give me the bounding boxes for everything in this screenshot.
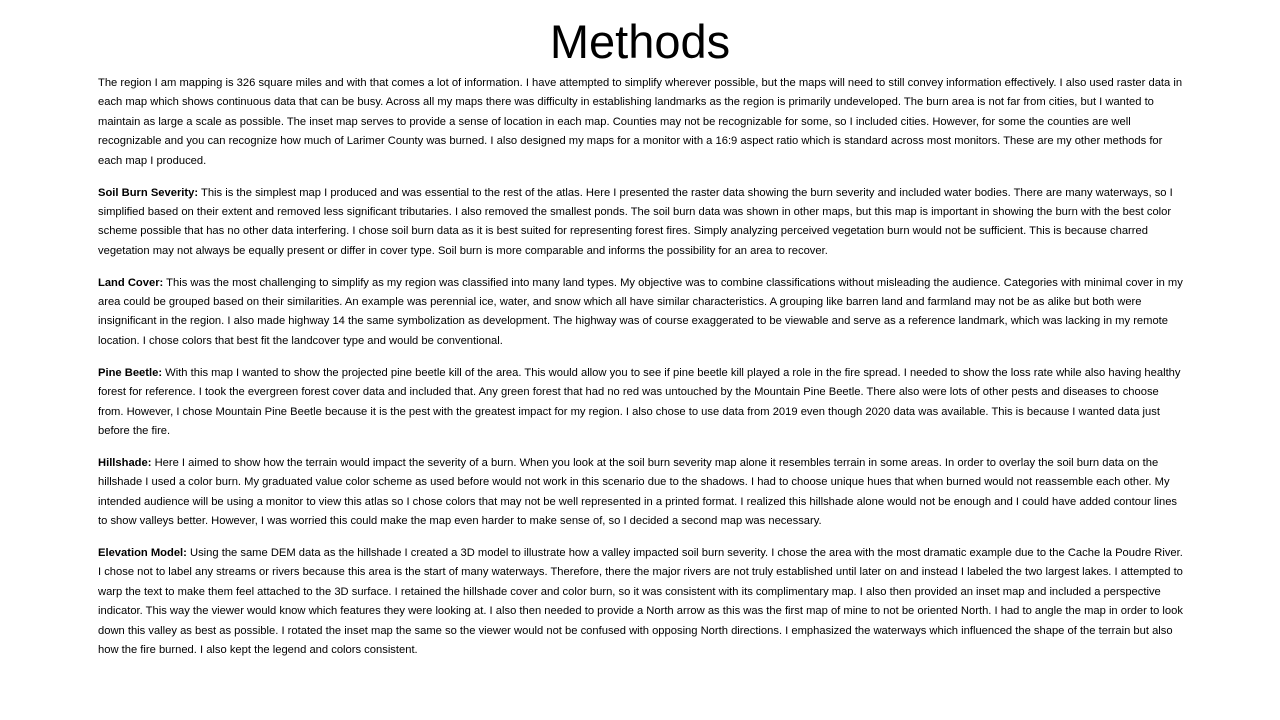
- section-text: With this map I wanted to show the projected pine beetle kill of the area. This would allow you to see if pine beetle kill played a role in the fire spread. I needed to show the loss rate while also having healthy forest for reference. I took the evergreen forest cover data and included that. Any green forest that had no red was untouched by the Mountain Pine Beetle. There also were lots of other pests and diseases to choose from. However, I chose Mountain Pine Beetle because it is the pest with the greatest impact for my region. I also chose to use data from 2019 even though 2020 data was available. This is because I wanted data just before the fire.: [98, 366, 1181, 437]
- intro-paragraph: The region I am mapping is 326 square miles and with that comes a lot of information. I have attempted to simplify wherever possible, but the maps will need to still convey information effectively. I also used raster data in each map which shows continuous data that can be busy. Across all my maps there was difficulty in establishing landmarks as the region is primarily undeveloped. The burn area is not far from cities, but I wanted to maintain as large a scale as possible. The inset map serves to provide a sense of location in each map. Counties may not be recognizable for some, so I included cities. However, for some the counties are well recognizable and you can recognize how much of Larimer County was burned. I also designed my maps for a monitor with a 16:9 aspect ratio which is standard across most monitors. These are my other methods for each map I produced.: [98, 77, 1183, 167]
- section-heading: Land Cover:: [98, 276, 164, 289]
- section-elevation-model: [98, 544, 1184, 660]
- section-soil-burn-severity: [98, 184, 1184, 262]
- section-heading: Pine Beetle:: [98, 366, 163, 379]
- section-heading: Hillshade:: [98, 456, 152, 469]
- section-text: This is the simplest map I produced and was essential to the rest of the atlas. Here I presented the raster data showing the burn severity and included water bodies. There are many waterways, so I simplified based on their extent and removed less significant tributaries. I also removed the smallest ponds. The soil burn data was shown in other maps, but this map is important in showing the burn with the best color scheme possible that has no other data interfering. I chose soil burn data as it is best suited for representing forest fires. Simply analyzing perceived vegetation burn would not be sufficient. This is because charred vegetation may not always be equally present or differ in cover type. Soil burn is more comparable and informs the possibility for an area to recover.: [98, 186, 1173, 257]
- section-heading: Soil Burn Severity:: [98, 186, 199, 199]
- section-land-cover: [98, 274, 1184, 352]
- section-text: Here I aimed to show how the terrain would impact the severity of a burn. When you look at the soil burn severity map alone it resembles terrain in some areas. In order to overlay the soil burn data on the hillshade I used a color burn. My graduated value color scheme as used before would not work in this scenario due to the shadows. I had to choose unique hues that when burned would not reassemble each other. My intended audience will be using a monitor to view this atlas so I chose colors that may not be well represented in a printed format. I realized this hillshade alone would not be enough and I could have added contour lines to show valleys better. However, I was worried this could make the map even harder to make sense of, so I decided a second map was necessary.: [98, 456, 1178, 528]
- section-text: This was the most challenging to simplify as my region was classified into many land types. My objective was to combine classifications without misleading the audience. Categories with minimal cover in my area could be grouped based on their similarities. An example was perennial ice, water, and snow which all have similar characteristics. A grouping like barren land and farmland may not be as alike but both were insignificant in the region. I also made highway 14 the same symbolization as development. The highway was of course exaggerated to be viewable and serve as a reference landmark, which was lacking in my remote location. I chose colors that best fit the landcover type and would be conventional.: [98, 276, 1183, 347]
- section-text: Using the same DEM data as the hillshade I created a 3D model to illustrate how a valley impacted soil burn severity. I chose the area with the most dramatic example due to the Cache la Poudre River. I chose not to label any streams or rivers because this area is the start of many waterways. Therefore, there the major rivers are not truly established until later on and instead I labeled the two largest lakes. I attempted to warp the text to make them feel attached to the 3D surface. I retained the hillshade cover and color burn, so it was consistent with its complimentary map. I also then provided an inset map and included a perspective indicator. This way the viewer would know which features they were looking at. I also then needed to provide a North arrow as this was the first map of mine to not be oriented North. I had to angle the map in order to look down this valley as best as possible. I rotated the inset map the same so the viewer would not be confused with opposing North directions. I emphasized the waterways which influenced the shape of the terrain but also how the fire burned. I also kept the legend and colors consistent.: [98, 547, 1183, 657]
- section-hillshade: [98, 454, 1184, 532]
- section-heading: Elevation Model:: [98, 547, 187, 560]
- methods-body: [98, 74, 1184, 673]
- section-pine-beetle: [98, 364, 1184, 442]
- page-title: Methods: [549, 15, 731, 68]
